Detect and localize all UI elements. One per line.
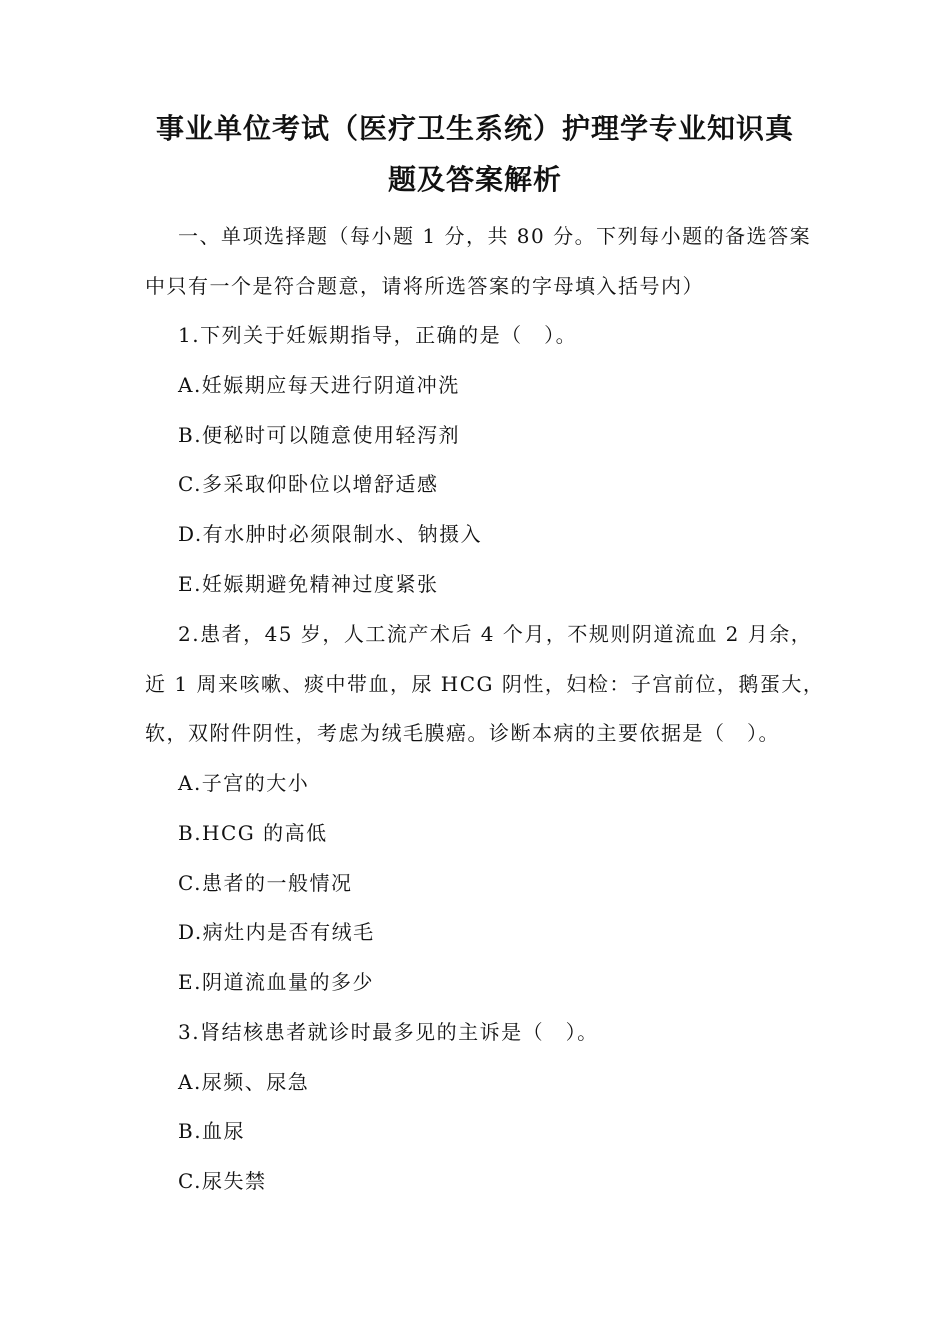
question-3-option-b: B.血尿 xyxy=(178,1119,246,1143)
section-heading-line-1: 一、单项选择题（每小题 1 分，共 80 分。下列每小题的备选答案 xyxy=(178,224,812,248)
question-2-option-d: D.病灶内是否有绒毛 xyxy=(178,920,375,944)
question-1-option-a: A.妊娠期应每天进行阴道冲洗 xyxy=(178,373,460,397)
question-2-option-c: C.患者的一般情况 xyxy=(178,871,353,895)
question-2-stem-line-1: 2.患者，45 岁，人工流产术后 4 个月，不规则阴道流血 2 月余， xyxy=(178,622,813,646)
question-3-stem: 3.肾结核患者就诊时最多见的主诉是（ ）。 xyxy=(178,1020,599,1044)
question-2-stem-line-2: 近 1 周来咳嗽、痰中带血，尿 HCG 阴性，妇检：子宫前位，鹅蛋大， xyxy=(145,672,825,696)
question-3-option-c: C.尿失禁 xyxy=(178,1169,267,1193)
question-1-option-d: D.有水肿时必须限制水、钠摄入 xyxy=(178,522,483,546)
question-2-option-e: E.阴道流血量的多少 xyxy=(178,970,374,994)
document-title-line-2: 题及答案解析 xyxy=(387,163,562,196)
section-heading-line-2: 中只有一个是符合题意，请将所选答案的字母填入括号内） xyxy=(145,274,704,298)
question-1-option-b: B.便秘时可以随意使用轻泻剂 xyxy=(178,423,461,447)
question-1-stem: 1.下列关于妊娠期指导，正确的是（ ）。 xyxy=(178,323,578,347)
question-2-option-b: B.HCG 的高低 xyxy=(178,821,328,845)
question-3-option-a: A.尿频、尿急 xyxy=(178,1070,310,1094)
question-1-option-e: E.妊娠期避免精神过度紧张 xyxy=(178,572,439,596)
question-2-stem-line-3: 软，双附件阴性，考虑为绒毛膜癌。诊断本病的主要依据是（ ）。 xyxy=(145,721,780,745)
question-2-option-a: A.子宫的大小 xyxy=(178,771,310,795)
document-title-line-1: 事业单位考试（医疗卫生系统）护理学专业知识真 xyxy=(155,112,794,145)
question-1-option-c: C.多采取仰卧位以增舒适感 xyxy=(178,472,439,496)
